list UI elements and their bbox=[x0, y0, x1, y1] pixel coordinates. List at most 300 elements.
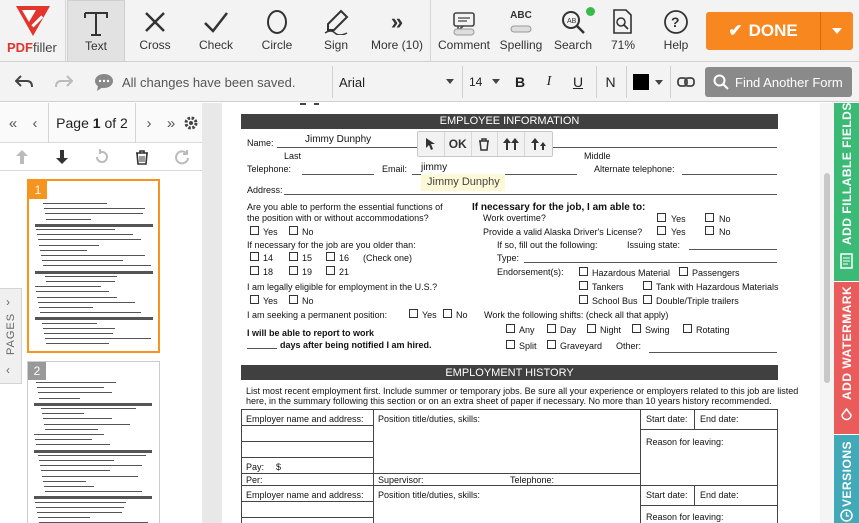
sign-tool-label: Sign bbox=[323, 38, 349, 52]
email-field[interactable]: jimmy bbox=[421, 162, 448, 173]
checkbox[interactable] bbox=[289, 226, 298, 235]
name-label: Name: bbox=[247, 138, 274, 148]
more-tools-label: More (10) bbox=[370, 38, 423, 52]
caret-down-icon bbox=[492, 79, 500, 84]
trash-icon bbox=[135, 150, 149, 165]
redo-button[interactable] bbox=[48, 62, 80, 102]
question-text: Are you able to perform the essential functions of bbox=[247, 202, 443, 212]
move-page-up-button[interactable] bbox=[2, 143, 42, 171]
endorsements-label: Endorsement(s): bbox=[497, 267, 564, 277]
thumbnail-line bbox=[44, 208, 145, 209]
spelling-button[interactable] bbox=[494, 0, 548, 62]
thumbnail-line bbox=[35, 317, 153, 320]
check-tool-button[interactable] bbox=[186, 0, 246, 62]
redo-icon bbox=[55, 75, 73, 89]
report-text: I will be able to report to work bbox=[247, 328, 375, 338]
shift-label: Night bbox=[600, 325, 622, 335]
thumbnail-line bbox=[40, 312, 141, 313]
issuing-label: Issuing state: bbox=[627, 240, 681, 250]
link-icon bbox=[677, 77, 695, 87]
endorsement-label: Passengers bbox=[692, 268, 740, 278]
history-instructions: List most recent employment first. Include summer or temporary jobs. Be sure all your experience or employers related to this job are listed bbox=[246, 386, 799, 396]
thumbnail-line bbox=[39, 460, 114, 461]
caret-down-icon bbox=[446, 79, 454, 84]
checkbox[interactable] bbox=[250, 226, 259, 235]
font-decrease-icon bbox=[531, 137, 547, 151]
ok-button[interactable]: OK bbox=[445, 132, 472, 156]
type-line[interactable] bbox=[524, 262, 777, 263]
text-tool-button[interactable] bbox=[67, 0, 125, 62]
question-text: If so, fill out the following: bbox=[497, 240, 598, 250]
checkbox[interactable] bbox=[289, 252, 298, 261]
spellcheck-icon: ABC bbox=[510, 9, 532, 21]
table-border bbox=[640, 505, 778, 506]
font-family-select[interactable] bbox=[332, 66, 458, 98]
move-field-button[interactable] bbox=[418, 132, 445, 156]
add-fillable-fields-tab[interactable] bbox=[834, 103, 859, 281]
page-actions bbox=[0, 143, 202, 171]
refresh-icon bbox=[174, 149, 190, 165]
done-main[interactable] bbox=[706, 12, 820, 50]
thumbnail-line bbox=[38, 517, 90, 518]
color-swatch bbox=[633, 74, 649, 90]
chat-bubble-icon bbox=[94, 73, 114, 91]
checkbox[interactable] bbox=[506, 340, 515, 349]
question-heading: If necessary for the job, I am able to: bbox=[472, 202, 646, 213]
search-icon bbox=[713, 74, 729, 90]
thumbnail-line bbox=[35, 271, 153, 274]
thumbnail-line bbox=[45, 338, 151, 339]
no-label: No bbox=[302, 227, 314, 237]
thumbnail-line bbox=[43, 481, 86, 482]
logo-icon bbox=[16, 6, 50, 36]
page-thumbnail-1[interactable] bbox=[27, 179, 160, 353]
pen-sign-icon bbox=[323, 9, 349, 35]
thumbnail-line bbox=[46, 343, 109, 344]
thumbnail-line bbox=[37, 387, 104, 388]
done-dropdown-toggle[interactable] bbox=[820, 12, 853, 50]
table-line bbox=[241, 425, 373, 426]
check-icon bbox=[203, 10, 229, 34]
thumbnail-line bbox=[35, 439, 92, 440]
thumbnail-line bbox=[42, 476, 138, 477]
alt-phone-line[interactable] bbox=[682, 174, 777, 175]
of-word: of bbox=[104, 115, 117, 131]
report-days-line[interactable] bbox=[247, 348, 277, 349]
circle-tool-button[interactable] bbox=[248, 0, 306, 62]
help-label: Help bbox=[663, 38, 689, 52]
last-page-button[interactable] bbox=[160, 103, 182, 143]
sign-tool-button[interactable] bbox=[308, 0, 364, 62]
checkbox[interactable] bbox=[409, 309, 418, 318]
name-field[interactable]: Jimmy Dunphy bbox=[305, 134, 372, 145]
zoom-button[interactable] bbox=[600, 0, 646, 62]
save-status bbox=[94, 62, 295, 102]
page-indicator bbox=[48, 103, 136, 143]
cursor-move-icon bbox=[424, 137, 438, 151]
comment-label: Comment bbox=[437, 38, 490, 52]
search-label: Search bbox=[553, 38, 593, 52]
decrease-size-button[interactable] bbox=[525, 132, 552, 156]
comment-button[interactable] bbox=[436, 0, 492, 62]
pages-panel bbox=[0, 103, 202, 523]
checkbox[interactable] bbox=[643, 281, 652, 290]
other-label: Other: bbox=[616, 341, 642, 351]
text-tool-label: Text bbox=[84, 39, 107, 53]
question-text: Work overtime? bbox=[483, 213, 546, 223]
pages-side-tab[interactable] bbox=[0, 288, 22, 384]
thumbnail-line bbox=[45, 276, 117, 277]
table-line bbox=[241, 457, 373, 458]
thumbnail-line bbox=[35, 502, 126, 503]
checkbox[interactable] bbox=[250, 266, 259, 275]
table-line bbox=[241, 441, 373, 442]
type-label: Type: bbox=[497, 253, 520, 263]
last-label: Last bbox=[284, 151, 302, 161]
age-label: 18 bbox=[263, 267, 274, 277]
question-text: the position with or without accommodations? bbox=[247, 213, 429, 223]
current-page: 1 bbox=[92, 115, 101, 131]
telephone-label: Telephone: bbox=[247, 164, 292, 174]
yes-label: Yes bbox=[671, 227, 686, 237]
pdffiller-logo[interactable] bbox=[0, 0, 66, 62]
checkbox[interactable] bbox=[643, 295, 652, 304]
thumbnail-line bbox=[44, 486, 94, 487]
thumbnail-line bbox=[34, 434, 104, 435]
thumbnail-line bbox=[41, 470, 110, 471]
circle-tool-label: Circle bbox=[261, 38, 293, 52]
undo-button[interactable] bbox=[8, 62, 40, 102]
shift-label: Rotating bbox=[696, 325, 730, 335]
italic-button[interactable]: I bbox=[546, 74, 552, 89]
per-label: Per: bbox=[246, 475, 263, 485]
clock-icon bbox=[840, 509, 853, 522]
checkbox[interactable] bbox=[443, 309, 452, 318]
history-instructions: here, in the summary following this section or on an extra sheet of paper if necessary. No more than 10 years history recommended. bbox=[246, 396, 772, 406]
shift-label: Day bbox=[560, 325, 577, 335]
thumbnail-line bbox=[34, 450, 152, 453]
checkbox[interactable] bbox=[705, 213, 714, 222]
spelling-label: Spelling bbox=[499, 38, 543, 52]
thumbnail-line bbox=[36, 291, 109, 292]
no-label: No bbox=[719, 227, 731, 237]
no-label: No bbox=[456, 310, 468, 320]
checkbox[interactable] bbox=[547, 340, 556, 349]
edit-toolbar bbox=[0, 62, 859, 102]
table-header: Reason for leaving: bbox=[646, 437, 724, 447]
checkbox[interactable] bbox=[587, 324, 596, 333]
thumbnail-line bbox=[42, 260, 123, 261]
thumbnail-line bbox=[43, 265, 151, 266]
thumbnail-line bbox=[40, 465, 142, 466]
table-border bbox=[694, 409, 695, 429]
scrollbar-thumb[interactable] bbox=[824, 173, 830, 383]
yes-label: Yes bbox=[422, 310, 437, 320]
thumbnail-line bbox=[42, 323, 97, 324]
font-size-value: 14 bbox=[469, 75, 483, 89]
total-pages: 2 bbox=[120, 115, 128, 131]
gear-icon bbox=[183, 115, 199, 131]
checkbox[interactable] bbox=[632, 324, 641, 333]
table-header: Reason for leaving: bbox=[646, 512, 724, 522]
alt-phone-label: Alternate telephone: bbox=[594, 164, 675, 174]
checkbox[interactable] bbox=[657, 226, 666, 235]
report-text: days after being notified I am hired. bbox=[280, 340, 432, 350]
table-line bbox=[241, 501, 373, 502]
section-header: EMPLOYEE INFORMATION bbox=[241, 114, 778, 129]
checkbox[interactable] bbox=[547, 324, 556, 333]
check-one-label: (Check one) bbox=[363, 253, 413, 263]
pdf-page bbox=[222, 103, 820, 523]
main-toolbar bbox=[0, 0, 859, 62]
thumbnail-line bbox=[43, 203, 107, 204]
table-line bbox=[241, 517, 373, 518]
checkbox[interactable] bbox=[579, 281, 588, 290]
delete-field-button[interactable] bbox=[472, 132, 499, 156]
cross-tool-button[interactable] bbox=[126, 0, 184, 62]
help-button[interactable] bbox=[652, 0, 700, 62]
issuing-line[interactable] bbox=[689, 249, 777, 250]
question-text: I am seeking a permanent position: bbox=[247, 310, 388, 320]
add-watermark-tab[interactable] bbox=[834, 282, 859, 434]
double-chevron-right-icon: » bbox=[390, 9, 404, 34]
address-label: Address: bbox=[247, 185, 283, 195]
svg-text:?: ? bbox=[671, 14, 680, 30]
chevron-right-icon: › bbox=[6, 295, 10, 309]
thumbnail-line bbox=[45, 491, 142, 492]
no-label: No bbox=[719, 214, 731, 224]
question-text: Provide a valid Alaska Driver's License? bbox=[483, 227, 643, 237]
checkbox[interactable] bbox=[679, 267, 688, 276]
move-page-down-button[interactable] bbox=[42, 143, 82, 171]
svg-text:AB: AB bbox=[567, 18, 577, 25]
caret-down-icon bbox=[832, 28, 842, 34]
increase-size-button[interactable] bbox=[498, 132, 525, 156]
checkbox[interactable] bbox=[683, 324, 692, 333]
versions-tab[interactable] bbox=[834, 435, 859, 523]
double-chevron-right-icon: » bbox=[166, 114, 176, 132]
page-thumbnail-2[interactable] bbox=[27, 361, 160, 523]
document-scrollbar[interactable] bbox=[820, 103, 834, 523]
endorsement-label: School Bus bbox=[592, 296, 638, 306]
delete-page-button[interactable] bbox=[122, 143, 162, 171]
logo-text: PDFfiller bbox=[7, 40, 57, 55]
table-header: Start date: bbox=[646, 490, 688, 500]
thumbnail-line bbox=[37, 297, 117, 298]
bold-button[interactable]: B bbox=[514, 74, 526, 90]
toolbar-divider bbox=[430, 0, 431, 62]
thumbnail-line bbox=[43, 418, 112, 419]
table-header: Position title/duties, skills: bbox=[378, 490, 481, 500]
thumbnail-line bbox=[45, 213, 143, 214]
page-settings-button[interactable] bbox=[180, 103, 202, 143]
table-line bbox=[241, 473, 640, 474]
text-color-picker[interactable] bbox=[626, 66, 668, 98]
rotate-icon bbox=[94, 149, 110, 165]
checkbox[interactable] bbox=[579, 295, 588, 304]
middle-label: Middle bbox=[584, 151, 611, 161]
dollar-label: $ bbox=[276, 462, 282, 472]
yes-label: Yes bbox=[671, 214, 686, 224]
thumbnail-line bbox=[38, 392, 112, 393]
title-fragment bbox=[314, 103, 319, 105]
thumbnail-line bbox=[36, 229, 115, 230]
checkbox[interactable] bbox=[506, 324, 515, 333]
thumbnail-line bbox=[41, 408, 136, 409]
first-page-button[interactable] bbox=[2, 103, 24, 143]
pages-tab-label: PAGES bbox=[5, 312, 17, 355]
thumbnail-line bbox=[35, 224, 153, 227]
more-tools-button[interactable] bbox=[366, 0, 428, 62]
font-size-select[interactable] bbox=[462, 66, 504, 98]
checkbox[interactable] bbox=[250, 252, 259, 261]
endorsement-label: Double/Triple trailers bbox=[656, 296, 739, 306]
thumbnail-line bbox=[36, 507, 124, 508]
thumbnail-line bbox=[38, 239, 141, 240]
thumbnail-line bbox=[44, 333, 113, 334]
help-icon bbox=[663, 9, 689, 35]
double-chevron-left-icon: « bbox=[8, 114, 18, 132]
question-text: If necessary for the job are you older than: bbox=[247, 240, 416, 250]
zoom-level: 71% bbox=[610, 38, 636, 52]
thumbnail-line bbox=[38, 302, 135, 303]
table-header: Start date: bbox=[646, 414, 688, 424]
thumbnail-line bbox=[45, 429, 98, 430]
shift-label: Graveyard bbox=[560, 341, 603, 351]
tab-label: VERSIONS bbox=[840, 440, 854, 507]
form-icon bbox=[840, 253, 853, 269]
thumbnail-line bbox=[36, 444, 110, 445]
table-border bbox=[241, 409, 778, 410]
undo-icon bbox=[15, 75, 33, 89]
table-header: Employer name and address: bbox=[246, 490, 364, 500]
yes-label: Yes bbox=[263, 296, 278, 306]
toggle-icon bbox=[510, 25, 532, 33]
status-dot bbox=[586, 7, 595, 16]
autocomplete-suggestion[interactable] bbox=[421, 174, 505, 191]
checkmark-icon: ✔ bbox=[728, 21, 743, 40]
underline-button[interactable]: U bbox=[572, 74, 584, 90]
endorsement-label: Hazardous Material bbox=[592, 268, 671, 278]
done-label: DONE bbox=[748, 21, 798, 40]
pay-label: Pay: bbox=[246, 462, 265, 472]
telephone-line[interactable] bbox=[302, 174, 374, 175]
search-button[interactable] bbox=[550, 0, 596, 62]
zoom-page-icon bbox=[612, 9, 634, 35]
thumbnail-line bbox=[35, 286, 101, 287]
thumbnail-line bbox=[46, 219, 91, 220]
checkbox[interactable] bbox=[326, 252, 335, 261]
arrow-down-icon bbox=[56, 150, 68, 164]
table-header: End date: bbox=[700, 414, 739, 424]
table-border bbox=[241, 409, 242, 523]
link-button[interactable] bbox=[670, 66, 700, 98]
cross-icon bbox=[143, 10, 167, 34]
prev-page-button[interactable] bbox=[24, 103, 46, 143]
thumbnail-line bbox=[34, 403, 152, 406]
checkbox[interactable] bbox=[579, 267, 588, 276]
table-border bbox=[640, 429, 778, 430]
address-line[interactable] bbox=[284, 194, 777, 195]
thumbnail-line bbox=[41, 255, 145, 256]
thumbnail-line bbox=[37, 512, 122, 513]
thumbnail-line bbox=[46, 281, 115, 282]
font-family-value: Arial bbox=[339, 74, 366, 90]
endorsement-label: Tank with Hazardous Materials bbox=[656, 282, 779, 292]
trash-icon bbox=[478, 138, 490, 151]
done-button[interactable] bbox=[706, 12, 853, 50]
thumbnail-line bbox=[43, 328, 115, 329]
chevron-left-icon: ‹ bbox=[6, 363, 10, 377]
thumbnail-line bbox=[40, 250, 87, 251]
tab-label: ADD WATERMARK bbox=[840, 285, 854, 400]
cross-tool-label: Cross bbox=[139, 38, 171, 52]
rotate-page-button[interactable] bbox=[82, 143, 122, 171]
age-label: 21 bbox=[339, 267, 350, 277]
checkbox[interactable] bbox=[657, 213, 666, 222]
no-label: No bbox=[302, 296, 314, 306]
page-word: Page bbox=[56, 115, 89, 131]
other-line[interactable] bbox=[649, 352, 777, 353]
table-border bbox=[694, 485, 695, 505]
checkbox[interactable] bbox=[705, 226, 714, 235]
thumbnail-line bbox=[34, 496, 152, 499]
age-label: 15 bbox=[302, 253, 313, 263]
supervisor-label: Supervisor: bbox=[378, 475, 424, 485]
email-label: Email: bbox=[382, 164, 408, 174]
thumbnail-line bbox=[38, 455, 146, 456]
title-fragment bbox=[300, 103, 306, 105]
thumbnail-line bbox=[39, 398, 80, 399]
age-label: 19 bbox=[302, 267, 313, 277]
age-label: 16 bbox=[339, 253, 350, 263]
shifts-label: Work the following shifts: (check all that apply) bbox=[484, 310, 669, 320]
checkbox[interactable] bbox=[250, 295, 259, 304]
table-header: Employer name and address: bbox=[246, 414, 364, 424]
chevron-right-icon: › bbox=[146, 114, 152, 132]
table-border bbox=[373, 409, 374, 523]
watermark-icon bbox=[840, 408, 853, 422]
shift-label: Swing bbox=[645, 325, 670, 335]
thumbnail-number: 2 bbox=[28, 362, 46, 380]
thumbnail-number: 1 bbox=[29, 181, 47, 199]
endorsement-label: Tankers bbox=[592, 282, 624, 292]
checkbox[interactable] bbox=[289, 295, 298, 304]
question-text: I am legally eligible for employment in the U.S.? bbox=[247, 282, 438, 292]
page-thumbnails bbox=[22, 171, 202, 523]
find-another-form-label: Find Another Form bbox=[735, 74, 843, 90]
chevron-left-icon: ‹ bbox=[32, 114, 38, 132]
page-navigator bbox=[0, 103, 202, 143]
shift-label: Split bbox=[519, 341, 537, 351]
thumbnail-line bbox=[37, 234, 133, 235]
circle-icon bbox=[265, 8, 289, 36]
next-page-button[interactable] bbox=[138, 103, 160, 143]
tab-label: ADD FILLABLE FIELDS bbox=[840, 102, 854, 245]
text-icon bbox=[83, 9, 109, 37]
save-status-text: All changes have been saved. bbox=[122, 74, 296, 90]
find-another-form-button[interactable] bbox=[705, 67, 852, 97]
checkbox[interactable] bbox=[326, 266, 335, 275]
thumbnail-line bbox=[36, 382, 116, 383]
refresh-button[interactable] bbox=[162, 143, 202, 171]
table-header: Position title/duties, skills: bbox=[378, 414, 481, 424]
normal-text-button[interactable]: N bbox=[596, 66, 624, 98]
section-header: EMPLOYMENT HISTORY bbox=[241, 365, 778, 380]
table-header: End date: bbox=[700, 490, 739, 500]
age-label: 14 bbox=[263, 253, 274, 263]
checkbox[interactable] bbox=[289, 266, 298, 275]
